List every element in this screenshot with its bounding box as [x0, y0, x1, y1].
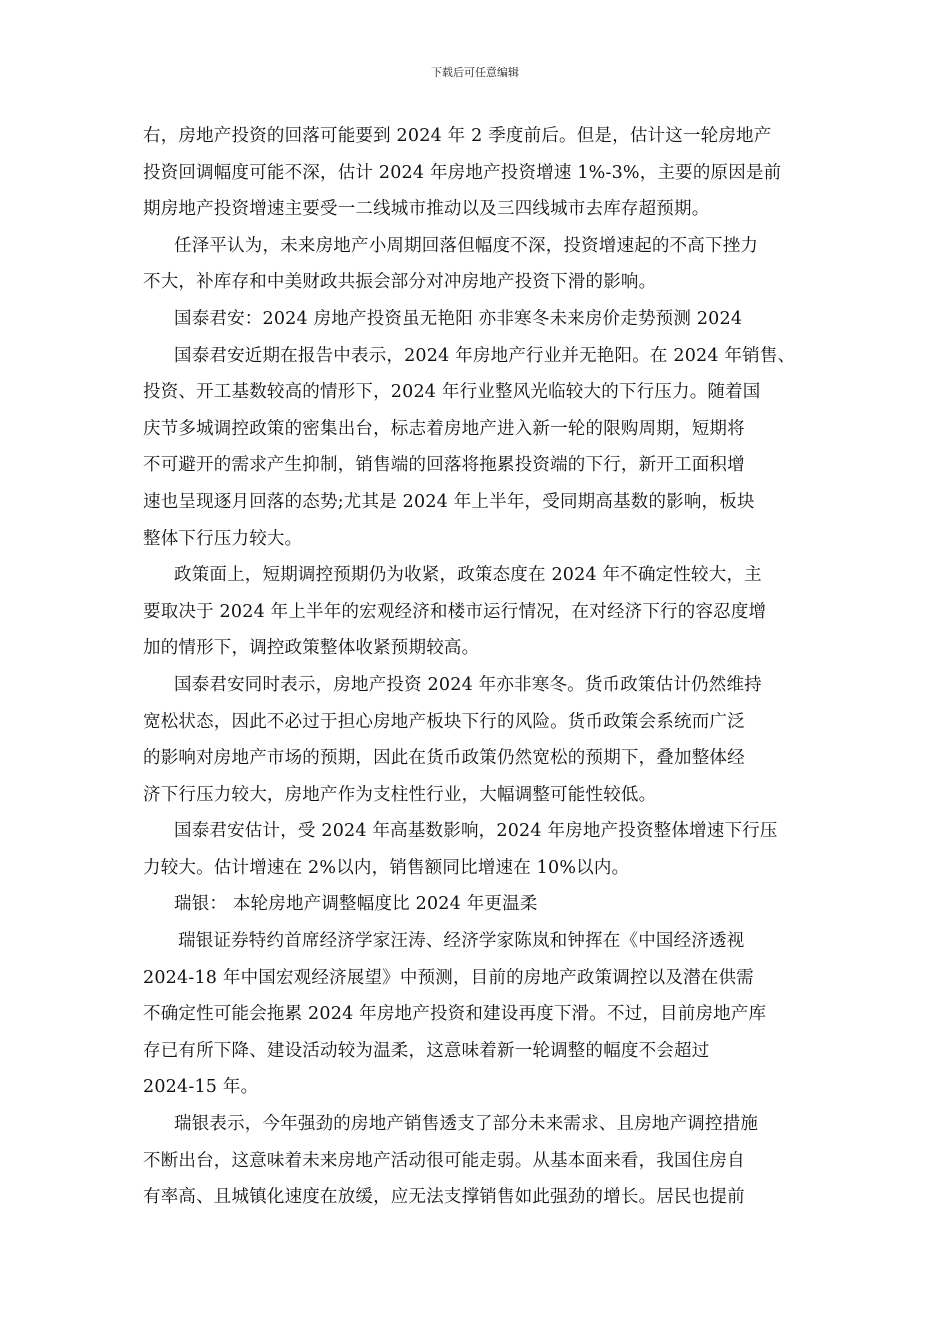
text-line: 力较大。估计增速在 2%以内，销售额同比增速在 10%以内。	[143, 857, 630, 878]
text-line: 庆节多城调控政策的密集出台，标志着房地产进入新一轮的限购周期，短期将	[143, 418, 745, 439]
text-line: 济下行压力较大，房地产作为支柱性行业，大幅调整可能性较低。	[143, 784, 657, 805]
text-line: 要取决于 2024 年上半年的宏观经济和楼市运行情况，在对经济下行的容忍度增	[143, 601, 767, 622]
text-line: 国泰君安同时表示，房地产投资 2024 年亦非寒冬。货币政策估计仍然维持	[174, 674, 762, 695]
text-line: 2024-18 年中国宏观经济展望》中预测，目前的房地产政策调控以及潜在供需	[143, 967, 754, 988]
text-line: 任泽平认为，未来房地产小周期回落但幅度不深，投资增速起的不高下挫力	[174, 235, 759, 256]
text-line: 瑞银证券特约首席经济学家汪涛、经济学家陈岚和钟挥在《中国经济透视	[178, 931, 745, 952]
section-heading: 瑞银： 本轮房地产调整幅度比 2024 年更温柔	[174, 894, 538, 915]
text-line: 存已有所下降、建设活动较为温柔，这意味着新一轮调整的幅度不会超过	[143, 1040, 710, 1061]
text-line: 瑞银表示，今年强劲的房地产销售透支了部分未来需求、且房地产调控措施	[174, 1114, 759, 1135]
text-line: 速也呈现逐月回落的态势;尤其是 2024 年上半年，受同期高基数的影响，板块	[143, 491, 755, 512]
text-line: 不断出台，这意味着未来房地产活动很可能走弱。从基本面来看，我国住房自	[143, 1150, 745, 1171]
text-line: 期房地产投资增速主要受一二线城市推动以及三四线城市去库存超预期。	[143, 199, 710, 220]
document-body	[143, 118, 813, 1216]
text-line: 2024-15 年。	[143, 1077, 259, 1098]
page-header: 下载后可任意编辑	[431, 66, 519, 79]
text-line: 不可避开的需求产生抑制，销售端的回落将拖累投资端的下行，新开工面积增	[143, 455, 745, 476]
text-line: 政策面上，短期调控预期仍为收紧，政策态度在 2024 年不确定性较大，主	[174, 565, 762, 586]
text-line: 右，房地产投资的回落可能要到 2024 年 2 季度前后。但是，估计这一轮房地产	[143, 126, 772, 146]
text-line: 国泰君安估计，受 2024 年高基数影响，2024 年房地产投资整体增速下行压	[174, 821, 778, 842]
section-heading: 国泰君安：2024 房地产投资虽无艳阳 亦非寒冬未来房价走势预测 2024	[174, 308, 743, 329]
text-line: 不确定性可能会拖累 2024 年房地产投资和建设再度下滑。不过，目前房地产库	[143, 1004, 767, 1025]
text-line: 投资、开工基数较高的情形下，2024 年行业整风光临较大的下行压力。随着国	[143, 382, 761, 403]
text-line: 的影响对房地产市场的预期，因此在货币政策仍然宽松的预期下，叠加整体经	[143, 748, 745, 769]
text-line: 国泰君安近期在报告中表示，2024 年房地产行业并无艳阳。在 2024 年销售、	[174, 345, 796, 366]
text-line: 投资回调幅度可能不深，估计 2024 年房地产投资增速 1%-3%，主要的原因是前	[143, 162, 782, 183]
text-line: 整体下行压力较大。	[143, 528, 303, 549]
text-line: 加的情形下，调控政策整体收紧预期较高。	[143, 638, 480, 659]
text-line: 宽松状态，因此不必过于担心房地产板块下行的风险。货币政策会系统而广泛	[143, 711, 745, 732]
text-line: 不大，补库存和中美财政共振会部分对冲房地产投资下滑的影响。	[143, 272, 657, 293]
text-line: 有率高、且城镇化速度在放缓，应无法支撑销售如此强劲的增长。居民也提前	[143, 1187, 745, 1208]
